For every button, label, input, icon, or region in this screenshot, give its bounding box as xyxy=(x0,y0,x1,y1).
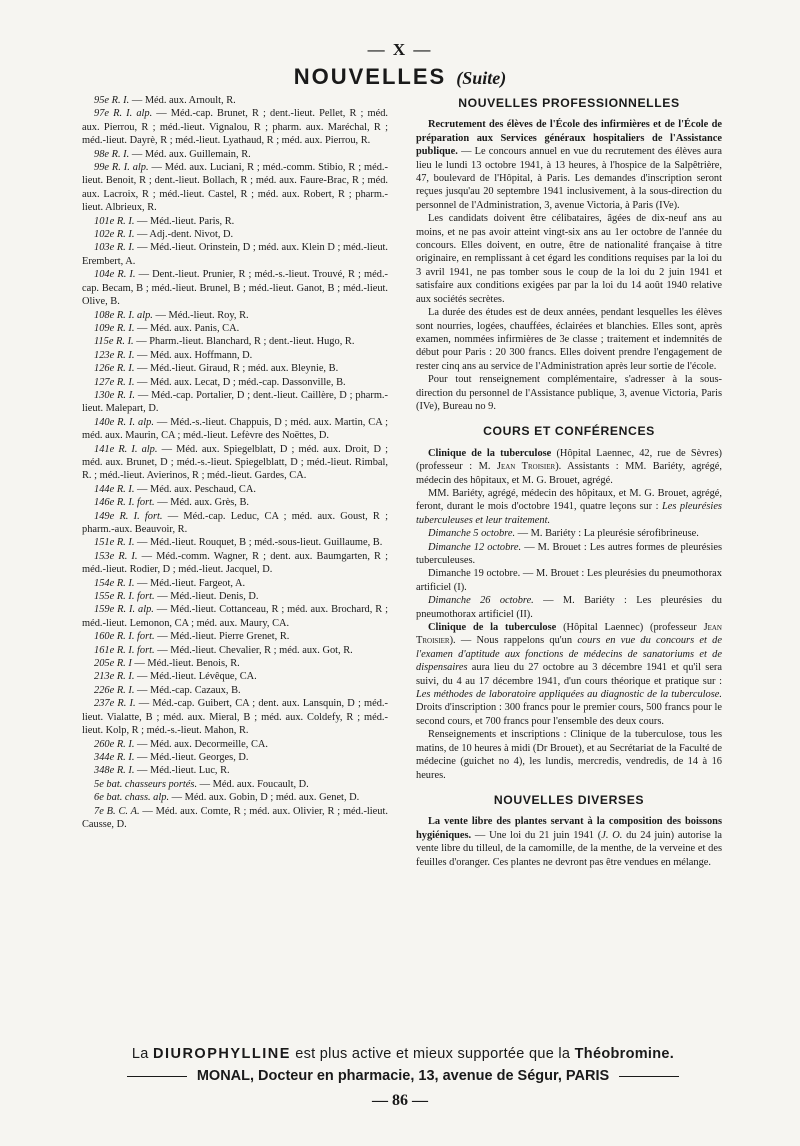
entry-rank: 344e xyxy=(94,751,115,763)
paragraph-italic: J. O. xyxy=(601,829,623,841)
paragraph-text: aura lieu du 27 octobre au 3 décembre 1941 et qu'il sera suivi, du 4 au 17 décembre 1941, d'un cours théorique et pratique sur : xyxy=(416,662,722,687)
entry-text: — Méd.-lieut. Paris, R. xyxy=(134,215,235,227)
entry-text: — Méd.-comm. Wagner, R ; dent. aux. Baumgarten, R ; méd.-lieut. Rodier, D ; méd.-lieut. Jacquel, D. xyxy=(82,550,388,576)
entry-rank: 153e xyxy=(94,550,115,562)
posting-entry xyxy=(82,443,388,483)
paragraph-text: — Le concours annuel en vue du recrutement des élèves aura lieu le lundi 13 octobre 1941, à 13 heures, à l'hospice de la Salpêtrière, 47, boulevard de l'Hôpital, à Paris. Les demandes d'inscription seront reçues jusqu'au 20 septembre 1941 inclusivement, à la sous-direction du personnel de l'Administration, 3, avenue Victoria, à Paris (IVe). xyxy=(416,146,722,211)
entry-text: — Méd.-lieut. Rouquet, B ; méd.-sous-lieut. Guillaume, B. xyxy=(134,537,383,549)
entry-text: — Méd.-lieut. Fargeot, A. xyxy=(134,577,246,589)
professor-name: Jean Troisier xyxy=(416,622,722,647)
paragraph-text: ). Assistants : MM. Bariéty, agrégé, médecin des hôpitaux, et M. G. Brouet, agrégé. xyxy=(416,461,722,486)
entry-text: — Méd. aux. Lecat, D ; méd.-cap. Dassonville, B. xyxy=(134,376,346,388)
posting-entry xyxy=(82,107,388,147)
posting-entry xyxy=(82,215,388,228)
entry-unit: R. I. xyxy=(116,483,135,495)
entry-text: — Méd.-lieut. Cottanceau, R ; méd. aux. Brochard, R ; méd.-lieut. Lemonon, CA ; méd. aux. Maury, CA. xyxy=(82,604,388,629)
entry-text: — Méd.-lieut. Chevalier, R ; méd. aux. Got, R. xyxy=(154,644,353,656)
entry-rank: 115e xyxy=(94,336,114,348)
entry-text: — Méd. aux. Arnoult, R. xyxy=(129,95,236,106)
posting-entry xyxy=(82,630,388,643)
entry-text: — Méd.-lieut. Giraud, R ; méd. aux. Bleynie, B. xyxy=(134,363,339,375)
paragraph-lead: Clinique de la tuberculose xyxy=(428,622,557,634)
paragraph-text: Droits d'inscription : 300 francs pour le premier cours, 500 francs pour le second cours, et 700 francs pour l'ensemble des deux cours. xyxy=(416,702,722,727)
posting-entry xyxy=(82,268,388,308)
entry-text: — Méd. aux. Comte, R ; méd. aux. Olivier, R ; méd.-lieut. Causse, D. xyxy=(82,805,388,830)
posting-entry xyxy=(82,536,388,549)
entry-text: — Méd. aux. Panis, CA. xyxy=(134,322,240,334)
entry-rank: 237e xyxy=(94,698,115,710)
entry-unit: R. I. alp. xyxy=(111,162,149,174)
page-title xyxy=(0,64,800,90)
title-suite: (Suite) xyxy=(456,68,507,88)
paragraph-lead: Recrutement des élèves de l'École des infirmières et de l'École de préparation aux Services généraux hospitaliers de l'Assistance publique. xyxy=(416,119,722,158)
entry-text: — Méd.-lieut. Lévêque, CA. xyxy=(134,671,257,683)
posting-entry xyxy=(82,670,388,683)
posting-entry xyxy=(82,603,388,630)
entry-rank: 7e xyxy=(94,805,104,817)
entry-unit: R. I. xyxy=(116,751,135,763)
entry-unit: R. I. xyxy=(116,349,135,361)
posting-entry xyxy=(82,657,388,670)
posting-entry xyxy=(82,228,388,241)
posting-entry xyxy=(82,590,388,603)
entry-text: — Méd.-lieut. Roy, R. xyxy=(152,309,249,321)
lecture-day: Dimanche 12 octobre. xyxy=(428,541,522,553)
posting-entry xyxy=(82,684,388,697)
ad-brand: DIUROPHYLLINE xyxy=(152,1046,291,1062)
entry-text: — Méd. aux. Guillemain, R. xyxy=(129,148,251,160)
entry-rank: 102e xyxy=(94,229,115,241)
paragraph xyxy=(416,815,722,869)
entry-rank: 95e xyxy=(94,95,110,106)
posting-entry xyxy=(82,805,388,832)
lecture-day: Dimanche 26 octobre. xyxy=(428,595,534,607)
posting-entry xyxy=(82,738,388,751)
entry-unit: R. I. alp. xyxy=(118,443,158,455)
paragraph xyxy=(416,118,722,212)
posting-entry xyxy=(82,778,388,791)
entry-rank: 160e xyxy=(94,631,115,643)
entry-unit: R. I. xyxy=(116,229,135,241)
entry-rank: 123e xyxy=(94,349,115,361)
paragraph-text: MM. Bariéty, agrégé, médecin des hôpitaux, et M. G. Brouet, agrégé, feront, durant le mois d'octobre 1941, quatre leçons sur : xyxy=(416,487,722,513)
entry-unit: bat. chasseurs portés. xyxy=(106,778,198,790)
title-main: NOUVELLES xyxy=(293,64,447,89)
posting-entry xyxy=(82,389,388,416)
posting-entry xyxy=(82,791,388,804)
entry-text: — Méd.-cap. Guibert, CA ; dent. aux. Lansquin, D ; méd.-lieut. Vialatte, B ; méd. aux. Mieral, B ; méd. aux. Coldefy, R ; méd.-lieut. Kolp, R ; méd.-s.-lieut. Mahon, R. xyxy=(82,698,388,737)
posting-entry xyxy=(82,550,388,577)
entry-rank: 154e xyxy=(94,577,115,589)
entry-unit: R. I. xyxy=(116,738,135,750)
entry-text: — Adj.-dent. Nivot, D. xyxy=(134,229,234,241)
entry-unit: R. I. xyxy=(111,95,130,106)
paragraph-lead: La vente libre des plantes servant à la composition des boissons hygiéniques. xyxy=(416,816,722,841)
entry-rank: 141e xyxy=(94,443,115,455)
entry-unit: R. I. xyxy=(116,537,135,549)
entry-text: — Méd.-cap. Portalier, D ; dent.-lieut. Caillère, D ; pharm.-lieut. Malepart, D. xyxy=(82,389,388,415)
divider xyxy=(127,1076,187,1077)
posting-entry xyxy=(82,161,388,215)
left-column-postings xyxy=(82,94,388,831)
page-section-roman: — X — xyxy=(367,40,433,59)
entry-unit: R. I. fort. xyxy=(116,497,155,509)
entry-unit: R. I. xyxy=(117,269,136,281)
posting-entry xyxy=(82,335,388,348)
paragraph-italic: Les pleurésies tuberculeuses et leur traitement. xyxy=(416,501,722,526)
entry-text: — Méd.-cap. Leduc, CA ; méd. aux. Goust, R ; pharm.-aux. Beauvoir, R. xyxy=(82,510,388,535)
entry-unit: R. I. alp. xyxy=(117,416,154,428)
entry-rank: 348e xyxy=(94,765,115,777)
paragraph-text: du 24 juin) autorise la vente libre du tilleul, de la camomille, de la menthe, de la verveine et des feuilles d'oranger. Ces plantes ne devront pas être vendues en mélange. xyxy=(416,829,722,868)
entry-text: — Pharm.-lieut. Blanchard, R ; dent.-lieut. Hugo, R. xyxy=(133,336,355,348)
posting-entry xyxy=(82,644,388,657)
section-heading-professional-news: NOUVELLES PROFESSIONNELLES xyxy=(458,96,680,110)
paragraph-text: — Une loi du 21 juin 1941 ( xyxy=(471,829,602,841)
entry-text: — Méd. aux. Foucault, D. xyxy=(197,778,309,790)
posting-entry xyxy=(82,510,388,537)
entry-unit: R. I. fort. xyxy=(116,591,155,603)
entry-unit: bat. chass. alp. xyxy=(106,792,170,804)
paragraph xyxy=(416,447,722,487)
paragraph: Renseignements et inscriptions : Clinique de la tuberculose, tous les matins, de 10 heures à midi (Dr Brouet), et au Secrétariat de la Faculté de médecine (guichet no 4), les lundis, mercredis, vendredis, de 14 à 16 heures. xyxy=(416,729,722,781)
posting-entry xyxy=(82,309,388,322)
entry-unit: R. I. xyxy=(116,322,135,334)
entry-text: — Méd. aux. Luciani, R ; méd.-comm. Stibio, R ; méd.-lieut. Benoit, R ; dent.-lieut. Bollach, R ; méd. aux. Faure-Brac, R ; méd. aux. Lacroix, R ; méd.-lieut. Castel, R ; méd. aux. Robert, R ; pharm.-lieut. Albrieux, R. xyxy=(82,162,388,214)
entry-unit: R. I. fort. xyxy=(119,510,163,522)
entry-unit: R. I. xyxy=(116,363,135,375)
divider xyxy=(619,1076,679,1077)
lecture-text: — M. Brouet : Les autres formes de pleurésies tuberculeuses. xyxy=(416,541,723,566)
entry-text: — Méd.-cap. Cazaux, B. xyxy=(134,684,241,696)
lecture-text: — M. Bariéty : Les pleurésies du pneumothorax artificiel (II). xyxy=(416,595,722,620)
entry-unit: B. C. A. xyxy=(106,805,140,817)
entry-unit: R. I. fort. xyxy=(116,631,155,643)
lecture-date xyxy=(416,594,722,621)
entry-rank: 226e xyxy=(94,684,115,696)
entry-unit: R. I. xyxy=(116,577,135,589)
posting-entry xyxy=(82,416,388,443)
entry-rank: 127e xyxy=(94,376,115,388)
entry-unit: R. I. xyxy=(118,550,138,562)
lecture-date: Dimanche 19 octobre. — M. Brouet : Les pleurésies du pneumothorax artificiel (I). xyxy=(416,568,722,593)
entry-rank: 108e xyxy=(94,309,115,321)
paragraph: La durée des études est de deux années, pendant lesquelles les élèves sont nourries, logées, chauffées, éclairées et blanchies. Elles sont, après examen, nommées infirmières de 3e classe ; traitement et indemnités de début pour Paris : 20 300 francs. Elles doivent prendre l'engagement de rester cinq ans au service de l'Administration après leur sortie de l'école. xyxy=(416,307,722,372)
entry-text: — Méd.-s.-lieut. Chappuis, D ; méd. aux. Martin, CA ; méd. aux. Maurin, CA ; méd.-lieut. Lefèvre des Noëttes, D. xyxy=(82,416,389,442)
entry-rank: 109e xyxy=(94,322,115,334)
right-column xyxy=(416,94,722,869)
entry-rank: 205e xyxy=(94,658,115,670)
entry-rank: 213e xyxy=(94,671,115,683)
entry-text: — Méd.-lieut. Pierre Grenet, R. xyxy=(154,631,290,643)
posting-entry xyxy=(82,362,388,375)
lecture-date xyxy=(416,541,722,568)
entry-rank: 6e xyxy=(94,792,104,804)
entry-text: — Méd.-lieut. Benois, R. xyxy=(131,658,240,670)
ad-text: est plus active et mieux supportée que la xyxy=(295,1046,571,1062)
entry-unit: R. I xyxy=(116,658,132,670)
entry-rank: 126e xyxy=(94,363,115,375)
posting-entry xyxy=(82,697,388,737)
entry-rank: 99e xyxy=(94,162,110,174)
posting-entry xyxy=(82,349,388,362)
entry-text: — Méd.-cap. Brunet, R ; dent.-lieut. Pellet, R ; méd. aux. Pierrou, R ; méd.-lieut. Vignalou, R ; pharm. aux. Maréchal, R ; méd.-lieut. Dayrè, R ; méd.-lieut. Lyathaud, R ; méd. aux. Pierrou, R. xyxy=(82,108,388,147)
entry-rank: 97e xyxy=(94,108,110,120)
section-heading-courses: COURS ET CONFÉRENCES xyxy=(483,424,655,439)
paragraph-text: ). — Nous rappelons qu'un xyxy=(449,635,578,647)
entry-unit: R. I. xyxy=(116,671,135,683)
section-heading-miscellaneous: NOUVELLES DIVERSES xyxy=(493,792,645,807)
paragraph xyxy=(416,487,722,527)
entry-text: — Dent.-lieut. Prunier, R ; méd.-s.-lieut. Trouvé, R ; méd.-cap. Becam, B ; méd.-lieut. Brunel, B ; méd.-lieut. Ganot, B ; méd.-lieut. Olive, B. xyxy=(82,269,388,308)
paragraph-lead: Clinique de la tuberculose xyxy=(428,447,552,459)
entry-unit: R. I. xyxy=(117,698,136,710)
entry-text: — Méd.-lieut. Luc, R. xyxy=(134,765,230,777)
entry-rank: 98e xyxy=(94,148,110,160)
entry-rank: 140e xyxy=(94,416,115,428)
posting-entry xyxy=(82,577,388,590)
entry-text: — Méd. aux. Peschaud, CA. xyxy=(134,483,256,495)
entry-text: — Méd.-lieut. Denis, D. xyxy=(154,591,259,603)
entry-unit: R. I. xyxy=(116,765,135,777)
entry-text: — Méd. aux. Spiegelblatt, D ; méd. aux. Droit, D ; méd. aux. Brunet, D ; méd.-s.-lieut. Spiegelblatt, D ; méd.-lieut. Rimbal, R. ; méd.-lieut. Avierinos, R ; méd.-lieut. Gardes, CA. xyxy=(82,443,389,482)
entry-text: — Méd. aux. Hoffmann, D. xyxy=(134,349,253,361)
entry-unit: R. I. xyxy=(117,389,135,401)
entry-rank: 5e xyxy=(94,778,104,790)
advertisement-line-2 xyxy=(78,1068,728,1084)
entry-rank: 155e xyxy=(94,591,115,603)
posting-entry xyxy=(82,94,388,107)
entry-unit: R. I. xyxy=(116,215,135,227)
entry-rank: 260e xyxy=(94,738,115,750)
entry-unit: R. I. alp. xyxy=(113,108,153,120)
entry-rank: 144e xyxy=(94,483,115,495)
lecture-text: — M. Bariéty : La pleurésie sérofibrineuse. xyxy=(515,528,699,540)
entry-unit: R. I. alp. xyxy=(117,604,154,616)
entry-unit: R. I. xyxy=(116,336,134,348)
entry-rank: 159e xyxy=(94,604,115,616)
entry-rank: 101e xyxy=(94,215,115,227)
entry-text: — Méd. aux. Decormeille, CA. xyxy=(134,738,269,750)
entry-rank: 151e xyxy=(94,537,115,549)
advertisement-line-1 xyxy=(78,1046,728,1062)
entry-text: — Méd.-lieut. Orinstein, D ; méd. aux. Klein D ; méd.-lieut. Erembert, A. xyxy=(82,242,388,267)
entry-rank: 161e xyxy=(94,644,115,656)
paragraph xyxy=(416,621,722,728)
paragraph-italic: Les méthodes de laboratoire appliquées au diagnostic de la tuberculose. xyxy=(416,689,722,701)
paragraph-italic: cours en vue du concours et de l'examen d'aptitude aux fonctions de médecins de sanatoriums et de dispensaires xyxy=(416,635,722,674)
entry-unit: R. I. xyxy=(116,684,135,696)
posting-entry xyxy=(82,148,388,161)
paragraph-text: (Hôpital Laennec) (professeur xyxy=(556,622,704,634)
page-number: — 86 — xyxy=(372,1092,428,1109)
paragraph: Pour tout renseignement complémentaire, s'adresser à la sous-direction du personnel de l'Assistance publique, 3, avenue Victoria, Paris (IVe), Bureau no 9. xyxy=(416,374,722,412)
posting-entry xyxy=(82,241,388,268)
entry-unit: R. I. xyxy=(116,376,135,388)
entry-rank: 103e xyxy=(94,242,115,254)
ad-product: Théobromine. xyxy=(574,1046,675,1062)
posting-entry xyxy=(82,751,388,764)
paragraph-text: (Hôpital Laennec, 42, rue de Sèvres) (professeur : M. xyxy=(416,447,722,473)
posting-entry xyxy=(82,764,388,777)
entry-rank: 149e xyxy=(94,510,115,522)
lecture-date xyxy=(416,527,722,540)
paragraph: Les candidats doivent être célibataires, âgées de dix-neuf ans au moins, et ne pas avoir atteint vingt-six ans au 1er octobre de l'année du concours. Elles doivent, en outre, être de nationalité française à titre originaire, en remplissant à cet égard les conditions requises par la loi du 3 avril 1941, ne pas tomber sous le coup de la loi du 2 juin 1941 et satisfaire aux conditions exigées par par la loi du 14 août 1940 relative aux sociétés secrètes. xyxy=(416,213,722,305)
posting-entry xyxy=(82,322,388,335)
posting-entry xyxy=(82,483,388,496)
ad-address: MONAL, Docteur en pharmacie, 13, avenue de Ségur, PARIS xyxy=(196,1068,610,1084)
entry-text: — Méd.-lieut. Georges, D. xyxy=(134,751,249,763)
lecture-day: Dimanche 5 octobre. xyxy=(428,528,516,540)
posting-entry xyxy=(82,496,388,509)
entry-rank: 130e xyxy=(94,389,115,401)
professor-name: Jean Troisier xyxy=(496,461,556,473)
entry-text: — Méd. aux. Grès, B. xyxy=(154,497,249,509)
entry-unit: R. I. alp. xyxy=(116,309,153,321)
entry-text: — Méd. aux. Gobin, D ; méd. aux. Genet, D. xyxy=(169,792,360,804)
entry-rank: 104e xyxy=(94,269,115,281)
entry-rank: 146e xyxy=(94,497,115,509)
ad-text: La xyxy=(131,1046,149,1062)
entry-unit: R. I. xyxy=(116,242,135,254)
posting-entry xyxy=(82,376,388,389)
entry-unit: R. I. fort. xyxy=(116,644,155,656)
entry-unit: R. I. xyxy=(111,148,130,160)
